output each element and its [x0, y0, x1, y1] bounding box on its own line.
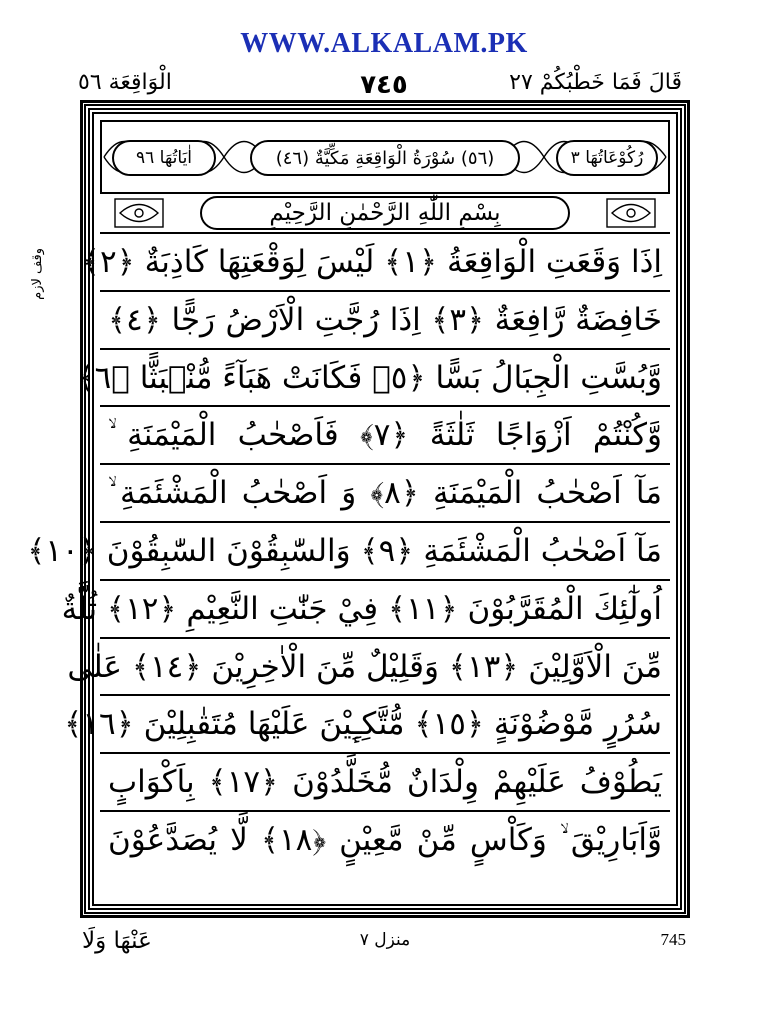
verse-line: اُولٰٓئِكَ الْمُقَرَّبُوْنَ ﴿١١﴾ فِيْ جَنّٰتِ النَّعِيْمِ ﴿١٢﴾ ثُلَّةٌ [100, 581, 670, 639]
verse-line: خَافِضَةٌ رَّافِعَةٌ ﴿٣﴾ اِذَا رُجَّتِ الْاَرْضُ رَجًّا ﴿٤﴾ [100, 292, 670, 350]
surah-title-cartouche: (٥٦) سُوْرَةُ الْوَاقِعَةِ مَكِّيَّةٌ (٤٦) [250, 140, 520, 176]
manzil-label: منزل ٧ [359, 930, 411, 950]
verse-line: مِّنَ الْاَوَّلِيْنَ ﴿١٣﴾ وَقَلِيْلٌ مِّنَ الْاٰخِرِيْنَ ﴿١٤﴾ عَلٰى [100, 639, 670, 697]
juz-header: قَالَ فَمَا خَطْبُكُمْ ٢٧ [509, 70, 682, 95]
right-ornament-icon [604, 196, 658, 230]
verse-line: مَآ اَصْحٰبُ الْمَيْمَنَةِ ﴿٨﴾ وَ اَصْحٰبُ الْمَشْئَمَةِ ۙ [100, 465, 670, 523]
verse-line: وَّكُنْتُمْ اَزْوَاجًا ثَلٰثَةً ﴿٧﴾ فَاَصْحٰبُ الْمَيْمَنَةِ ۙ [100, 407, 670, 465]
verse-line: سُرُرٍ مَّوْضُوْنَةٍ ﴿١٥﴾ مُّتَّكِـِٕيْنَ عَلَيْهَا مُتَقٰبِلِيْنَ ﴿١٦﴾ [100, 696, 670, 754]
verse-line: يَطُوْفُ عَلَيْهِمْ وِلْدَانٌ مُّخَلَّدُوْنَ ﴿١٧﴾ بِاَكْوَابٍ [100, 754, 670, 812]
site-url[interactable]: WWW.ALKALAM.PK [240, 28, 528, 59]
left-ornament-icon [112, 196, 166, 230]
ruku-count-cartouche: رُكُوْعَاتُهَا ٣ [556, 140, 658, 176]
bismillah: بِسْمِ اللّٰهِ الرَّحْمٰنِ الرَّحِيْمِ [200, 196, 570, 230]
verse-line: مَآ اَصْحٰبُ الْمَشْئَمَةِ ﴿٩﴾ وَالسّٰبِقُوْنَ السّٰبِقُوْنَ ﴿١٠﴾ [100, 523, 670, 581]
ayat-count-cartouche: اٰیَاتُهَا ٩٦ [112, 140, 216, 176]
catchword: عَنْهَا وَلَا [82, 928, 152, 954]
verse-line: وَّاَبَارِيْقَ ۙ وَكَاْسٍ مِّنْ مَّعِيْنٍ ﴿١٨﴾ لَّا يُصَدَّعُوْنَ [108, 821, 662, 858]
page-number: 745 [660, 930, 686, 949]
verse-line: اِذَا وَقَعَتِ الْوَاقِعَةُ ﴿١﴾ لَيْسَ لِوَقْعَتِهَا كَاذِبَةٌ ﴿٢﴾ [100, 234, 670, 292]
margin-note: وقف لازم [30, 248, 45, 300]
page-number-arabic: ٧٤٥ [360, 70, 408, 100]
surah-header: الْوَاقِعَة ٥٦ [78, 70, 172, 95]
verse-line: وَّبُسَّتِ الْجِبَالُ بَسًّا ﴿٥﴾ فَكَانَتْ هَبَآءً مُّنْۢبَثًّا ﴿٦﴾ [100, 350, 670, 408]
